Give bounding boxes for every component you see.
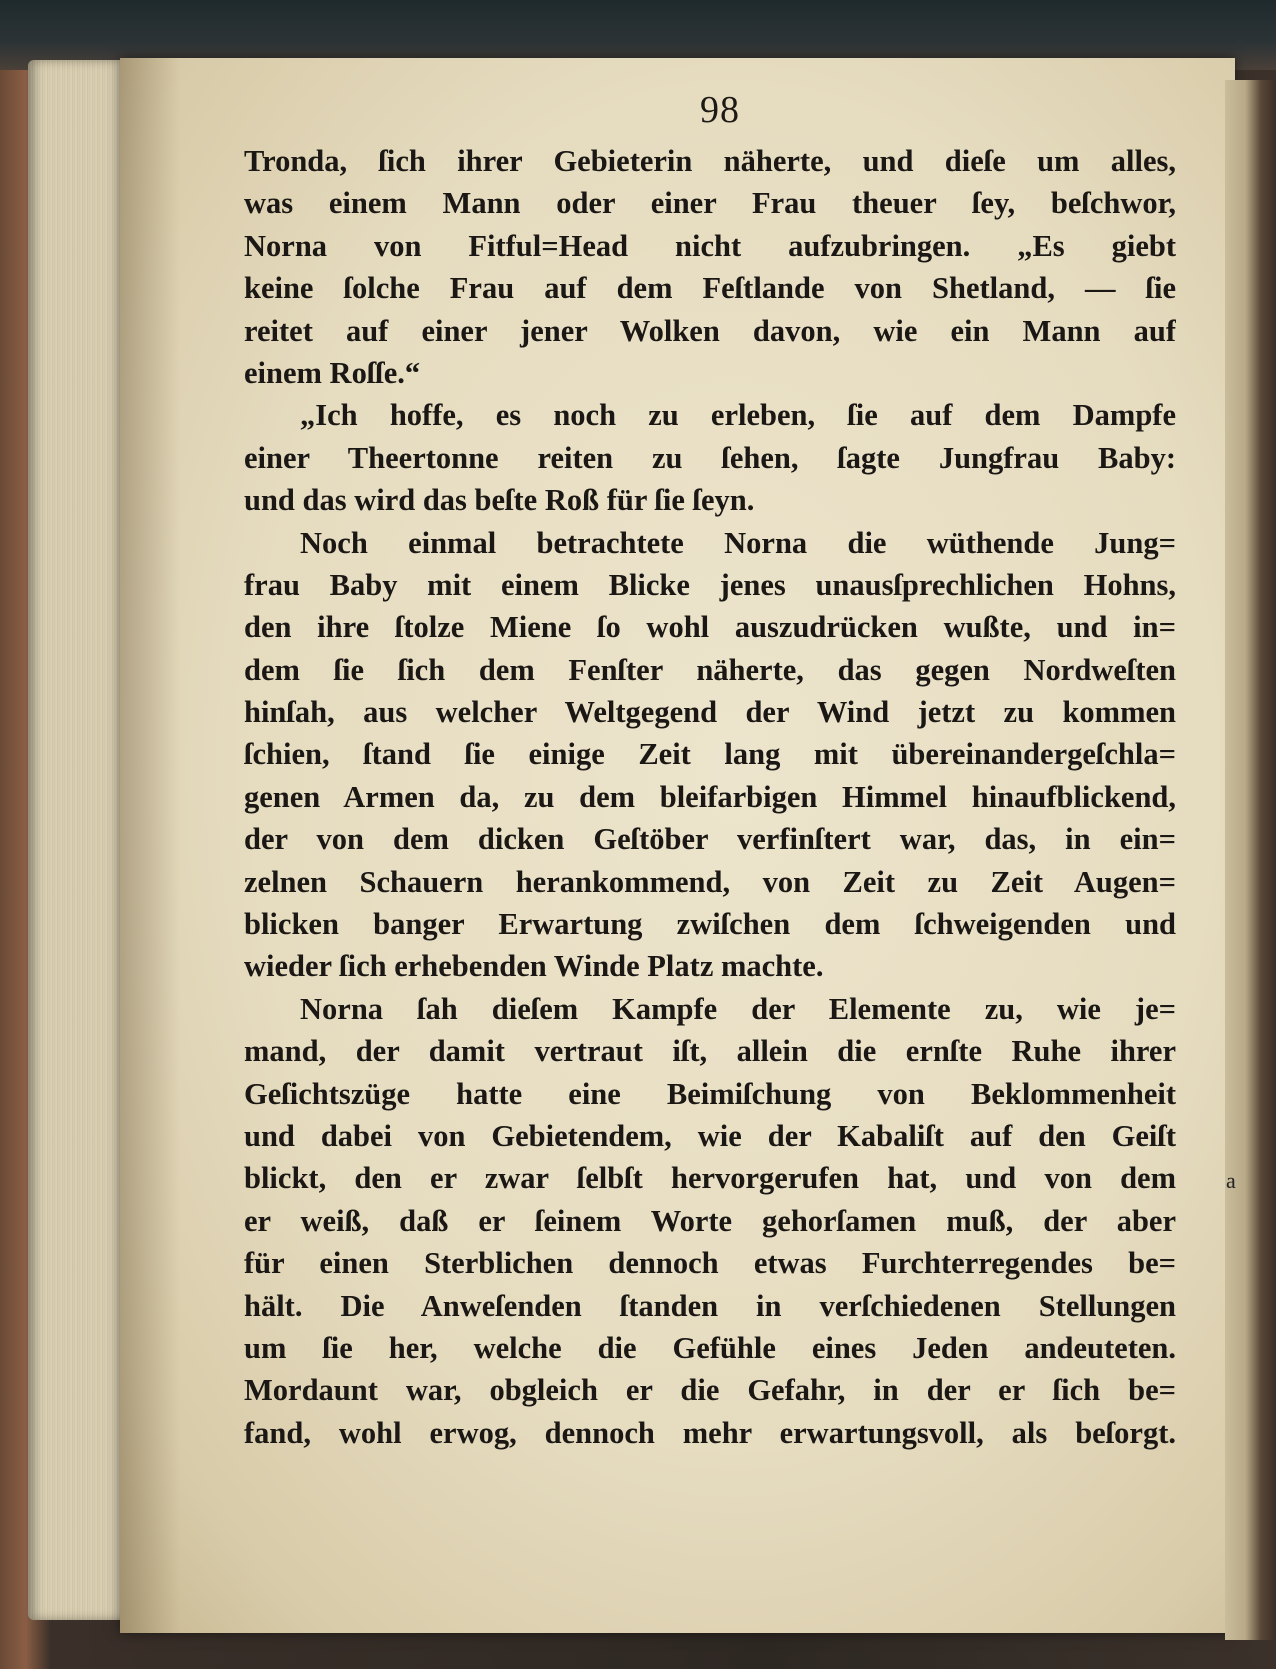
text-line: um ſie her, welche die Gefühle eines Jeden andeuteten. (244, 1330, 1176, 1365)
body-text (244, 140, 1176, 1454)
text-line: einem Roſſe.“ (244, 355, 421, 390)
text-line: Noch einmal betrachtete Norna die wüthende Jung= (300, 525, 1176, 560)
text-line: hinſah, aus welcher Weltgegend der Wind jetzt zu kommen (244, 695, 1176, 730)
gutter-shadow (120, 58, 180, 1633)
text-line: für einen Sterblichen dennoch etwas Furchterregendes be= (244, 1246, 1176, 1281)
text-line: er weiß, daß er ſeinem Worte gehorſamen muß, der aber (244, 1203, 1176, 1238)
text-line: Norna ſah dieſem Kampfe der Elemente zu, wie je= (300, 991, 1176, 1026)
text-line: einer Theertonne reiten zu ſehen, ſagte Jungfrau Baby: (244, 440, 1176, 475)
text-line: den ihre ſtolze Miene ſo wohl auszudrücken wußte, und in= (244, 610, 1176, 645)
text-line: der von dem dicken Geſtöber verfinſtert war, das, in ein= (244, 822, 1176, 857)
text-line: Geſichtszüge hatte eine Beimiſchung von Beklommenheit (244, 1076, 1176, 1111)
text-line: fand, wohl erwog, dennoch mehr erwartungsvoll, als beſorgt. (244, 1415, 1176, 1450)
page-number: 98 (700, 89, 740, 131)
text-line: frau Baby mit einem Blicke jenes unausſprechlichen Hohns, (244, 567, 1176, 602)
text-line: blicken banger Erwartung zwiſchen dem ſchweigenden und (244, 907, 1176, 942)
text-line: und das wird das beſte Roß für ſie ſeyn. (244, 483, 755, 518)
text-line: blickt, den er zwar ſelbſt hervorgerufen hat, und von dem (244, 1161, 1176, 1196)
text-line: mand, der damit vertraut iſt, allein die ernſte Ruhe ihrer (244, 1034, 1176, 1069)
text-line: „Ich hoffe, es noch zu erleben, ſie auf dem Dampfe (300, 398, 1176, 433)
text-line: und dabei von Gebietendem, wie der Kabaliſt auf den Geiſt (244, 1118, 1176, 1153)
text-line: Mordaunt war, obgleich er die Gefahr, in der er ſich be= (244, 1373, 1176, 1408)
text-line: dem ſie ſich dem Fenſter näherte, das gegen Nordweſten (244, 652, 1176, 687)
facing-page-edge (1225, 80, 1276, 1640)
text-line: wieder ſich erhebenden Winde Platz machte. (244, 949, 824, 984)
text-line: reitet auf einer jener Wolken davon, wie ein Mann auf (244, 313, 1176, 348)
text-line: keine ſolche Frau auf dem Feſtlande von Shetland, — ſie (244, 271, 1176, 306)
text-line: Norna von Fitful=Head nicht aufzubringen. „Es giebt (244, 228, 1176, 263)
text-line: genen Armen da, zu dem bleifarbigen Himmel hinaufblickend, (244, 779, 1176, 814)
text-line: Tronda, ſich ihrer Gebieterin näherte, und dieſe um alles, (244, 144, 1176, 178)
text-line: ſchien, ſtand ſie einige Zeit lang mit übereinandergeſchla= (244, 737, 1176, 772)
text-line: zelnen Schauern herankommend, von Zeit zu Zeit Augen= (244, 864, 1176, 899)
text-line: hält. Die Anweſenden ſtanden in verſchiedenen Stellungen (244, 1288, 1176, 1323)
text-line: was einem Mann oder einer Frau theuer ſey, beſchwor, (244, 186, 1176, 221)
margin-mark: a (1226, 1168, 1236, 1193)
